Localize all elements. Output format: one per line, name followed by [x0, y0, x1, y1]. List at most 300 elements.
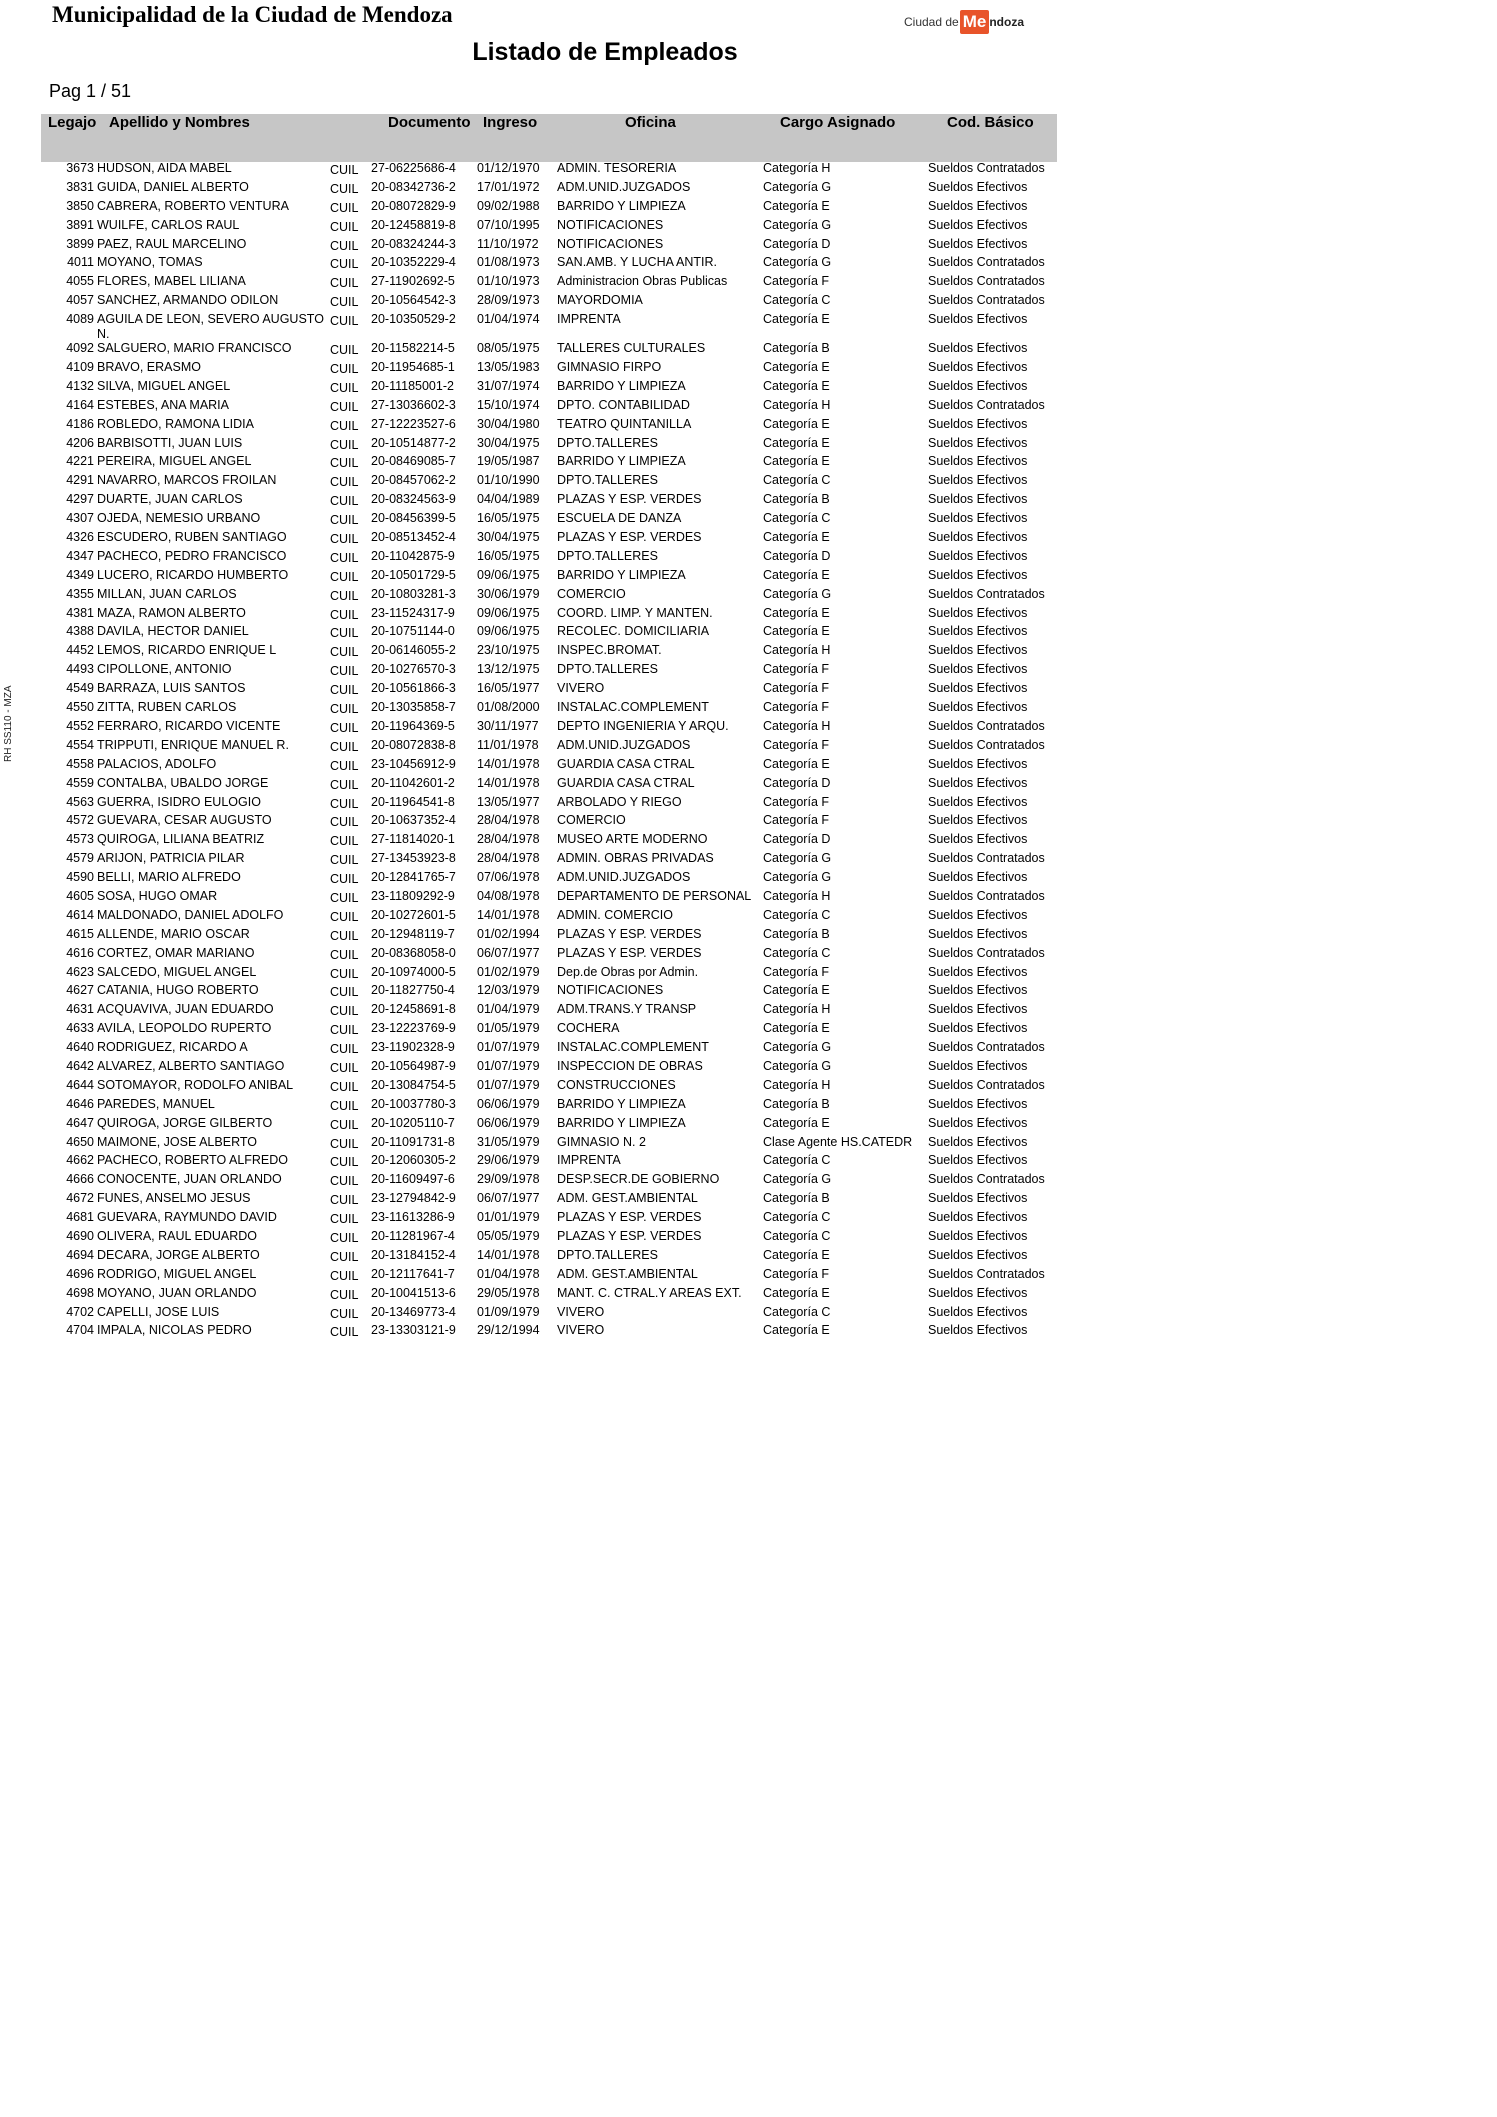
cell-oficina: BARRIDO Y LIMPIEZA [557, 1096, 686, 1111]
cell-cod: Sueldos Efectivos [928, 454, 1028, 469]
cell-nombre: MOYANO, JUAN ORLANDO [97, 1285, 257, 1300]
cell-doc-type: CUIL [330, 380, 359, 395]
cell-cod: Sueldos Efectivos [928, 605, 1028, 620]
cell-oficina: PLAZAS Y ESP. VERDES [557, 530, 702, 545]
cell-doc-type: CUIL [330, 456, 359, 471]
cell-oficina: DPTO. CONTABILIDAD [557, 397, 690, 412]
cell-cod: Sueldos Efectivos [928, 700, 1028, 715]
cell-legajo: 4633 [66, 1021, 94, 1036]
table-row [41, 379, 1057, 398]
cell-documento: 20-11185001-2 [371, 378, 454, 393]
cell-doc-type: CUIL [330, 475, 359, 490]
cell-ingreso: 01/07/1979 [477, 1058, 540, 1073]
table-row [41, 1135, 1057, 1154]
cell-cargo: Categoría F [763, 964, 830, 979]
cell-nombre: FLORES, MABEL LILIANA [97, 274, 246, 289]
table-row [41, 965, 1057, 984]
cell-legajo: 4164 [66, 397, 94, 412]
cell-doc-type: CUIL [330, 796, 359, 811]
cell-legajo: 4057 [66, 293, 94, 308]
cell-cargo: Categoría E [763, 567, 830, 582]
cell-oficina: ADM.UNID.JUZGADOS [557, 179, 691, 194]
cell-legajo: 4690 [66, 1228, 94, 1243]
cell-oficina: IMPRENTA [557, 312, 621, 327]
cell-doc-type: CUIL [330, 853, 359, 868]
cell-nombre: PAREDES, MANUEL [97, 1096, 215, 1111]
cell-cargo: Categoría E [763, 1247, 830, 1262]
cell-oficina: ADM.UNID.JUZGADOS [557, 870, 691, 885]
cell-cod: Sueldos Efectivos [928, 1002, 1028, 1017]
cell-doc-type: CUIL [330, 1174, 359, 1189]
cell-cod: Sueldos Contratados [928, 1077, 1045, 1092]
cell-nombre: BARRAZA, LUIS SANTOS [97, 681, 246, 696]
cell-documento: 20-08457062-2 [371, 473, 456, 488]
cell-ingreso: 01/04/1974 [477, 312, 540, 327]
cell-documento: 20-11964369-5 [371, 718, 455, 733]
cell-oficina: TEATRO QUINTANILLA [557, 416, 692, 431]
cell-nombre: BARBISOTTI, JUAN LUIS [97, 435, 243, 450]
cell-doc-type: CUIL [330, 1079, 359, 1094]
cell-legajo: 4696 [66, 1266, 94, 1281]
table-row [41, 1116, 1057, 1135]
cell-nombre: PACHECO, ROBERTO ALFREDO [97, 1153, 289, 1168]
table-row [41, 274, 1057, 293]
cell-cod: Sueldos Efectivos [928, 907, 1028, 922]
cell-cod: Sueldos Efectivos [928, 378, 1028, 393]
cell-documento: 20-10041513-6 [371, 1285, 456, 1300]
cell-ingreso: 29/09/1978 [477, 1172, 540, 1187]
cell-oficina: NOTIFICACIONES [557, 983, 664, 998]
table-row [41, 983, 1057, 1002]
cell-ingreso: 23/10/1975 [477, 643, 540, 658]
cell-legajo: 4381 [66, 605, 94, 620]
cell-doc-type: CUIL [330, 550, 359, 565]
cell-legajo: 4616 [66, 945, 94, 960]
cell-documento: 20-11042601-2 [371, 775, 455, 790]
cell-cargo: Categoría E [763, 624, 830, 639]
cell-nombre: FUNES, ANSELMO JESUS [97, 1191, 251, 1206]
cell-ingreso: 04/08/1978 [477, 888, 540, 903]
cell-ingreso: 16/05/1975 [477, 511, 540, 526]
cell-cod: Sueldos Contratados [928, 1040, 1045, 1055]
cell-oficina: PLAZAS Y ESP. VERDES [557, 492, 702, 507]
cell-ingreso: 08/05/1975 [477, 341, 540, 356]
cell-nombre: RODRIGUEZ, RICARDO A [97, 1040, 248, 1055]
table-row [41, 1153, 1057, 1172]
cell-nombre: CORTEZ, OMAR MARIANO [97, 945, 255, 960]
cell-ingreso: 15/10/1974 [477, 397, 540, 412]
cell-cod: Sueldos Efectivos [928, 473, 1028, 488]
cell-doc-type: CUIL [330, 314, 359, 329]
cell-legajo: 4614 [66, 907, 94, 922]
cell-ingreso: 29/06/1979 [477, 1153, 540, 1168]
cell-doc-type: CUIL [330, 219, 359, 234]
cell-documento: 20-08469085-7 [371, 454, 456, 469]
cell-legajo: 4221 [66, 454, 94, 469]
cell-doc-type: CUIL [330, 276, 359, 291]
cell-doc-type: CUIL [330, 513, 359, 528]
cell-cod: Sueldos Efectivos [928, 794, 1028, 809]
cell-doc-type: CUIL [330, 343, 359, 358]
cell-ingreso: 16/05/1977 [477, 681, 540, 696]
cell-nombre: PALACIOS, ADOLFO [97, 756, 217, 771]
cell-documento: 20-13184152-4 [371, 1247, 456, 1262]
cell-doc-type: CUIL [330, 295, 359, 310]
cell-documento: 23-13303121-9 [371, 1323, 456, 1338]
cell-doc-type: CUIL [330, 947, 359, 962]
cell-legajo: 4694 [66, 1247, 94, 1262]
cell-documento: 20-11609497-6 [371, 1172, 455, 1187]
cell-oficina: MAYORDOMIA [557, 293, 643, 308]
cell-cod: Sueldos Contratados [928, 945, 1045, 960]
cell-cod: Sueldos Efectivos [928, 567, 1028, 582]
cell-nombre: WUILFE, CARLOS RAUL [97, 217, 240, 232]
cell-doc-type: CUIL [330, 909, 359, 924]
cell-legajo: 4640 [66, 1040, 94, 1055]
cell-documento: 20-10564987-9 [371, 1058, 456, 1073]
table-row [41, 180, 1057, 199]
table-row [41, 398, 1057, 417]
cell-nombre: BRAVO, ERASMO [97, 360, 201, 375]
cell-doc-type: CUIL [330, 1230, 359, 1245]
table-row [41, 199, 1057, 218]
cell-doc-type: CUIL [330, 418, 359, 433]
cell-legajo: 4623 [66, 964, 94, 979]
table-row [41, 757, 1057, 776]
col-legajo: Legajo [48, 114, 97, 131]
cell-documento: 23-10456912-9 [371, 756, 456, 771]
cell-ingreso: 06/07/1977 [477, 945, 540, 960]
report-code: RH SS110 - MZA [3, 685, 14, 762]
cell-cargo: Categoría D [763, 236, 831, 251]
cell-ingreso: 07/10/1995 [477, 217, 540, 232]
cell-cargo: Categoría G [763, 1172, 832, 1187]
cell-oficina: IMPRENTA [557, 1153, 621, 1168]
cell-documento: 20-10637352-4 [371, 813, 456, 828]
cell-ingreso: 01/02/1994 [477, 926, 540, 941]
cell-documento: 23-11902328-9 [371, 1040, 455, 1055]
cell-oficina: BARRIDO Y LIMPIEZA [557, 198, 686, 213]
cell-cod: Sueldos Efectivos [928, 341, 1028, 356]
cell-cod: Sueldos Efectivos [928, 1058, 1028, 1073]
cell-nombre: LUCERO, RICARDO HUMBERTO [97, 567, 289, 582]
table-row [41, 417, 1057, 436]
cell-legajo: 4572 [66, 813, 94, 828]
cell-ingreso: 01/04/1978 [477, 1266, 540, 1281]
cell-cargo: Categoría E [763, 983, 830, 998]
table-row [41, 776, 1057, 795]
cell-cod: Sueldos Efectivos [928, 530, 1028, 545]
cell-cod: Sueldos Efectivos [928, 662, 1028, 677]
col-nombre: Apellido y Nombres [109, 114, 250, 131]
cell-documento: 20-08342736-2 [371, 179, 456, 194]
cell-oficina: DEPARTAMENTO DE PERSONAL [557, 888, 752, 903]
cell-nombre: SOSA, HUGO OMAR [97, 888, 218, 903]
cell-nombre: CAPELLI, JOSE LUIS [97, 1304, 220, 1319]
logo-prefix: Ciudad de [904, 15, 959, 29]
cell-nombre: QUIROGA, JORGE GILBERTO [97, 1115, 273, 1130]
cell-cargo: Categoría H [763, 643, 831, 658]
cell-legajo: 4631 [66, 1002, 94, 1017]
cell-nombre: PEREIRA, MIGUEL ANGEL [97, 454, 252, 469]
cell-cargo: Categoría H [763, 718, 831, 733]
cell-cargo: Categoría F [763, 737, 830, 752]
cell-oficina: COMERCIO [557, 813, 626, 828]
cell-nombre: SILVA, MIGUEL ANGEL [97, 378, 231, 393]
cell-cargo: Categoría C [763, 1304, 831, 1319]
cell-doc-type: CUIL [330, 1023, 359, 1038]
cell-cargo: Categoría B [763, 492, 830, 507]
cell-legajo: 4055 [66, 274, 94, 289]
cell-documento: 20-10037780-3 [371, 1096, 456, 1111]
cell-oficina: VIVERO [557, 1323, 605, 1338]
cell-documento: 20-08324563-9 [371, 492, 456, 507]
cell-documento: 27-11902692-5 [371, 274, 455, 289]
cell-oficina: ADMIN. OBRAS PRIVADAS [557, 851, 714, 866]
cell-doc-type: CUIL [330, 739, 359, 754]
cell-legajo: 4092 [66, 341, 94, 356]
cell-cod: Sueldos Contratados [928, 1266, 1045, 1281]
cell-ingreso: 16/05/1975 [477, 548, 540, 563]
cell-doc-type: CUIL [330, 494, 359, 509]
cell-doc-type: CUIL [330, 645, 359, 660]
cell-documento: 20-10352229-4 [371, 255, 456, 270]
cell-cargo: Categoría C [763, 907, 831, 922]
cell-legajo: 3891 [66, 217, 94, 232]
cell-legajo: 4698 [66, 1285, 94, 1300]
cell-cargo: Categoría E [763, 1285, 830, 1300]
table-row [41, 1267, 1057, 1286]
cell-doc-type: CUIL [330, 966, 359, 981]
cell-cargo: Categoría H [763, 888, 831, 903]
cell-nombre: GUERRA, ISIDRO EULOGIO [97, 794, 261, 809]
cell-oficina: ARBOLADO Y RIEGO [557, 794, 682, 809]
cell-cargo: Categoría B [763, 1096, 830, 1111]
cell-legajo: 4590 [66, 870, 94, 885]
cell-cod: Sueldos Efectivos [928, 926, 1028, 941]
cell-oficina: COORD. LIMP. Y MANTEN. [557, 605, 713, 620]
cell-cargo: Categoría G [763, 1058, 832, 1073]
cell-doc-type: CUIL [330, 257, 359, 272]
cell-cargo: Categoría E [763, 1115, 830, 1130]
cell-ingreso: 17/01/1972 [477, 179, 540, 194]
cell-cargo: Categoría C [763, 1210, 831, 1225]
cell-cod: Sueldos Efectivos [928, 198, 1028, 213]
cell-ingreso: 12/03/1979 [477, 983, 540, 998]
cell-ingreso: 30/04/1980 [477, 416, 540, 431]
cell-ingreso: 11/10/1972 [477, 236, 539, 251]
cell-doc-type: CUIL [330, 238, 359, 253]
cell-ingreso: 01/07/1979 [477, 1040, 540, 1055]
cell-ingreso: 01/12/1970 [477, 161, 540, 175]
cell-nombre: MAIMONE, JOSE ALBERTO [97, 1134, 257, 1149]
cell-cod: Sueldos Efectivos [928, 983, 1028, 998]
cell-oficina: Dep.de Obras por Admin. [557, 964, 699, 979]
cell-legajo: 4672 [66, 1191, 94, 1206]
cell-documento: 20-12948119-7 [371, 926, 455, 941]
table-row [41, 681, 1057, 700]
cell-doc-type: CUIL [330, 1287, 359, 1302]
table-row [41, 643, 1057, 662]
cell-documento: 20-08072829-9 [371, 198, 456, 213]
cell-documento: 20-11042875-9 [371, 548, 455, 563]
cell-oficina: GIMNASIO N. 2 [557, 1134, 646, 1149]
cell-documento: 20-11954685-1 [371, 360, 455, 375]
cell-nombre: CATANIA, HUGO ROBERTO [97, 983, 259, 998]
cell-legajo: 4132 [66, 378, 94, 393]
cell-documento: 20-13469773-4 [371, 1304, 456, 1319]
cell-cod: Sueldos Efectivos [928, 511, 1028, 526]
cell-documento: 20-10564542-3 [371, 293, 456, 308]
cell-legajo: 3831 [66, 179, 94, 194]
cell-documento: 20-13035858-7 [371, 700, 456, 715]
cell-documento: 20-10501729-5 [371, 567, 456, 582]
cell-legajo: 4558 [66, 756, 94, 771]
cell-cod: Sueldos Efectivos [928, 492, 1028, 507]
cell-nombre: CABRERA, ROBERTO VENTURA [97, 198, 289, 213]
cell-ingreso: 14/01/1978 [477, 775, 540, 790]
cell-nombre: ESTEBES, ANA MARIA [97, 397, 229, 412]
cell-cargo: Categoría B [763, 926, 830, 941]
cell-legajo: 4563 [66, 794, 94, 809]
cell-ingreso: 31/07/1974 [477, 378, 540, 393]
cell-cod: Sueldos Efectivos [928, 1134, 1028, 1149]
cell-cargo: Categoría E [763, 530, 830, 545]
cell-cargo: Categoría E [763, 378, 830, 393]
table-row [41, 851, 1057, 870]
cell-oficina: Administracion Obras Publicas [557, 274, 728, 289]
table-row [41, 1286, 1057, 1305]
cell-legajo: 4349 [66, 567, 94, 582]
cell-doc-type: CUIL [330, 181, 359, 196]
cell-documento: 20-11091731-8 [371, 1134, 455, 1149]
cell-cod: Sueldos Efectivos [928, 1304, 1028, 1319]
cell-doc-type: CUIL [330, 1193, 359, 1208]
cell-doc-type: CUIL [330, 1212, 359, 1227]
cell-doc-type: CUIL [330, 1042, 359, 1057]
table-row [41, 312, 1057, 341]
cell-nombre: FERRARO, RICARDO VICENTE [97, 718, 281, 733]
table-row [41, 738, 1057, 757]
cell-doc-type: CUIL [330, 683, 359, 698]
cell-nombre: RODRIGO, MIGUEL ANGEL [97, 1266, 257, 1281]
cell-documento: 27-12223527-6 [371, 416, 456, 431]
cell-nombre: SALCEDO, MIGUEL ANGEL [97, 964, 257, 979]
cell-cod: Sueldos Efectivos [928, 179, 1028, 194]
cell-cargo: Categoría F [763, 274, 830, 289]
table-row [41, 255, 1057, 274]
cell-cargo: Categoría E [763, 435, 830, 450]
cell-ingreso: 04/04/1989 [477, 492, 540, 507]
cell-nombre: DAVILA, HECTOR DANIEL [97, 624, 249, 639]
cell-cargo: Categoría G [763, 179, 832, 194]
cell-cargo: Categoría D [763, 548, 831, 563]
table-row [41, 436, 1057, 455]
cell-nombre: GUEVARA, CESAR AUGUSTO [97, 813, 272, 828]
cell-ingreso: 05/05/1979 [477, 1228, 540, 1243]
cell-documento: 20-08072838-8 [371, 737, 456, 752]
cell-cod: Sueldos Efectivos [928, 1096, 1028, 1111]
cell-oficina: COCHERA [557, 1021, 620, 1036]
table-row [41, 1191, 1057, 1210]
cell-doc-type: CUIL [330, 664, 359, 679]
cell-nombre: BELLI, MARIO ALFREDO [97, 870, 241, 885]
table-row [41, 218, 1057, 237]
cell-nombre: ACQUAVIVA, JUAN EDUARDO [97, 1002, 274, 1017]
cell-documento: 20-12458691-8 [371, 1002, 456, 1017]
cell-ingreso: 14/01/1978 [477, 756, 540, 771]
cell-cod: Sueldos Contratados [928, 1172, 1045, 1187]
cell-cargo: Categoría G [763, 586, 832, 601]
cell-legajo: 4573 [66, 832, 94, 847]
cell-cod: Sueldos Contratados [928, 274, 1045, 289]
cell-nombre: CONTALBA, UBALDO JORGE [97, 775, 269, 790]
cell-cod: Sueldos Efectivos [928, 217, 1028, 232]
cell-ingreso: 14/01/1978 [477, 907, 540, 922]
cell-legajo: 4559 [66, 775, 94, 790]
cell-ingreso: 30/04/1975 [477, 435, 540, 450]
cell-doc-type: CUIL [330, 437, 359, 452]
cell-cod: Sueldos Efectivos [928, 813, 1028, 828]
cell-oficina: GUARDIA CASA CTRAL [557, 775, 695, 790]
cell-cod: Sueldos Efectivos [928, 643, 1028, 658]
cell-legajo: 4326 [66, 530, 94, 545]
cell-oficina: ADM. GEST.AMBIENTAL [557, 1191, 698, 1206]
cell-documento: 20-11964541-8 [371, 794, 455, 809]
cell-doc-type: CUIL [330, 163, 359, 177]
cell-ingreso: 07/06/1978 [477, 870, 540, 885]
cell-legajo: 4347 [66, 548, 94, 563]
table-row [41, 237, 1057, 256]
cell-cargo: Categoría E [763, 454, 830, 469]
cell-oficina: DPTO.TALLERES [557, 473, 658, 488]
cell-legajo: 4109 [66, 360, 94, 375]
cell-cargo: Categoría E [763, 1323, 830, 1338]
cell-oficina: NOTIFICACIONES [557, 217, 664, 232]
cell-documento: 20-10205110-7 [371, 1115, 455, 1130]
cell-legajo: 4297 [66, 492, 94, 507]
cell-doc-type: CUIL [330, 872, 359, 887]
cell-ingreso: 31/05/1979 [477, 1134, 540, 1149]
cell-cod: Sueldos Contratados [928, 737, 1045, 752]
table-row [41, 662, 1057, 681]
cell-legajo: 4549 [66, 681, 94, 696]
cell-nombre: TRIPPUTI, ENRIQUE MANUEL R. [97, 737, 289, 752]
cell-nombre: ZITTA, RUBEN CARLOS [97, 700, 237, 715]
table-row [41, 908, 1057, 927]
cell-cargo: Categoría G [763, 870, 832, 885]
cell-oficina: RECOLEC. DOMICILIARIA [557, 624, 710, 639]
cell-ingreso: 01/02/1979 [477, 964, 540, 979]
cell-cargo: Categoría G [763, 851, 832, 866]
table-row [41, 454, 1057, 473]
cell-oficina: VIVERO [557, 681, 605, 696]
cell-cod: Sueldos Contratados [928, 718, 1045, 733]
cell-ingreso: 09/02/1988 [477, 198, 540, 213]
cell-cargo: Categoría E [763, 416, 830, 431]
cell-doc-type: CUIL [330, 985, 359, 1000]
cell-nombre: AVILA, LEOPOLDO RUPERTO [97, 1021, 272, 1036]
cell-cod: Sueldos Efectivos [928, 548, 1028, 563]
table-row [41, 832, 1057, 851]
cell-ingreso: 01/01/1979 [477, 1210, 540, 1225]
table-row [41, 530, 1057, 549]
cell-ingreso: 01/09/1979 [477, 1304, 540, 1319]
cell-doc-type: CUIL [330, 362, 359, 377]
cell-documento: 23-12794842-9 [371, 1191, 456, 1206]
cell-ingreso: 13/05/1983 [477, 360, 540, 375]
cell-documento: 23-11613286-9 [371, 1210, 455, 1225]
